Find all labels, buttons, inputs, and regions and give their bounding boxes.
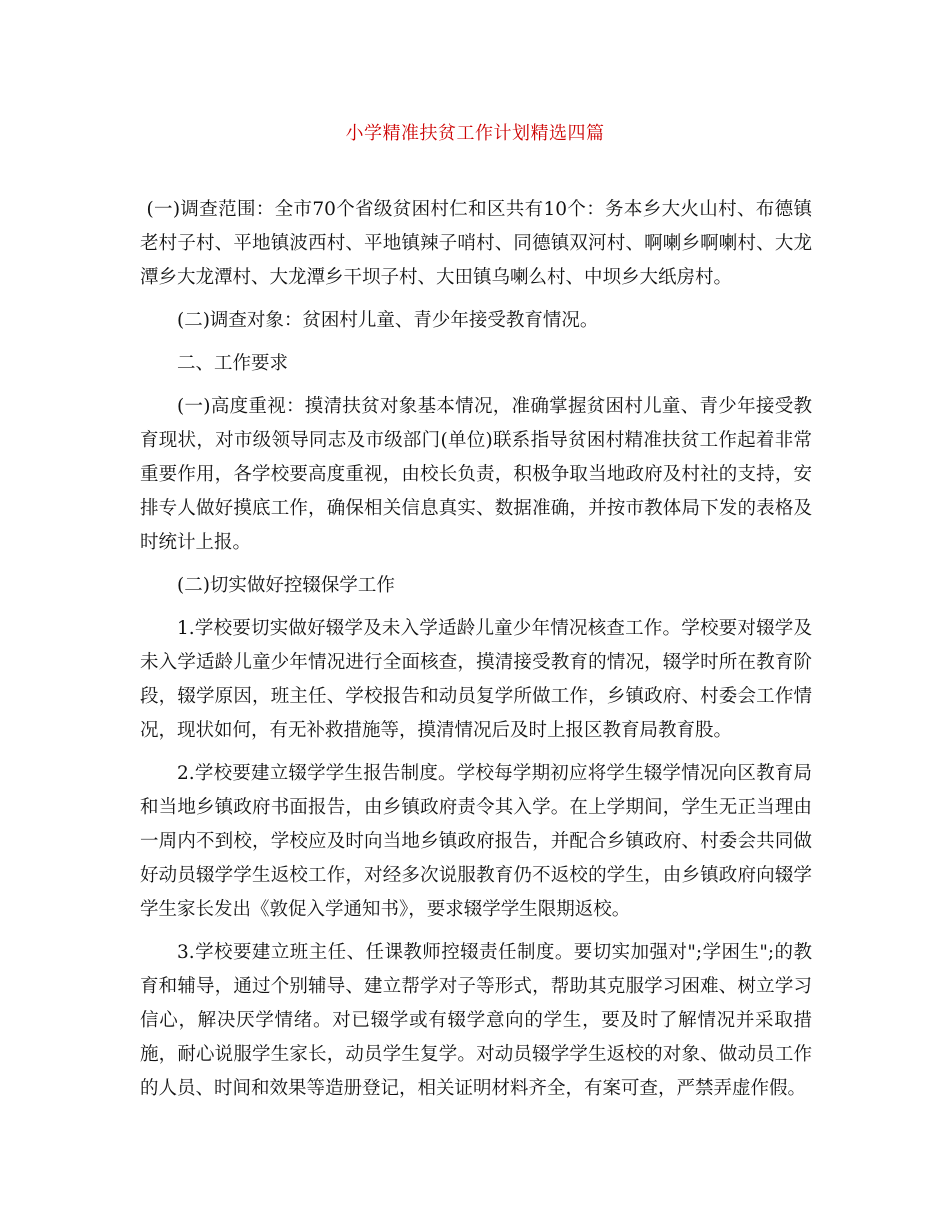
paragraph-dropout-control-heading: (二)切实做好控辍保学工作: [177, 575, 395, 596]
paragraph-survey-scope: (一)调查范围：全市70个省级贫困村仁和区共有10个：务本乡大火山村、布德镇老村子村、平地镇波西村、平地镇辣子哨村、同德镇双河村、啊喇乡啊喇村、大龙潭乡大龙潭村、大龙潭乡干坝子村、大田镇乌喇么村、中坝乡大纸房村。: [140, 199, 812, 288]
section-heading-work-requirements: 二、工作要求: [177, 353, 289, 374]
paragraph-item-1: 1.学校要切实做好辍学及未入学适龄儿童少年情况核查工作。学校要对辍学及未入学适龄儿童少年情况进行全面核查，摸清接受教育的情况，辍学时所在教育阶段，辍学原因，班主任、学校报告和动员复学所做工作，乡镇政府、村委会工作情况，现状如何，有无补救措施等，摸清情况后及时上报区教育局教育股。: [140, 618, 812, 741]
document-body: [140, 193, 812, 1106]
paragraph-survey-target: (二)调查对象：贫困村儿童、青少年接受教育情况。: [177, 310, 599, 331]
document-title: 小学精准扶贫工作计划精选四篇: [345, 123, 605, 144]
paragraph-item-2: 2.学校要建立辍学学生报告制度。学校每学期初应将学生辍学情况向区教育局和当地乡镇政府书面报告，由乡镇政府责令其入学。在上学期间，学生无正当理由一周内不到校，学校应及时向当地乡镇政府报告，并配合乡镇政府、村委会共同做好动员辍学学生返校工作，对经多次说服教育仍不返校的学生，由乡镇政府向辍学学生家长发出《敦促入学通知书》，要求辍学学生限期返校。: [140, 763, 812, 920]
paragraph-item-3: 3.学校要建立班主任、任课教师控辍责任制度。要切实加强对";学困生";的教育和辅导，通过个别辅导、建立帮学对子等形式，帮助其克服学习困难、树立学习信心，解决厌学情绪。对已辍学或有辍学意向的学生，要及时了解情况并采取措施，耐心说服学生家长，动员学生复学。对动员辍学学生返校的对象、做动员工作的人员、时间和效果等造册登记，相关证明材料齐全，有案可查，严禁弄虚作假。: [140, 942, 812, 1099]
paragraph-high-priority: (一)高度重视：摸清扶贫对象基本情况，准确掌握贫困村儿童、青少年接受教育现状，对市级领导同志及市级部门(单位)联系指导贫困村精准扶贫工作起着非常重要作用，各学校要高度重视，由校长负责，积极争取当地政府及村社的支持，安排专人做好摸底工作，确保相关信息真实、数据准确，并按市教体局下发的表格及时统计上报。: [140, 396, 812, 553]
